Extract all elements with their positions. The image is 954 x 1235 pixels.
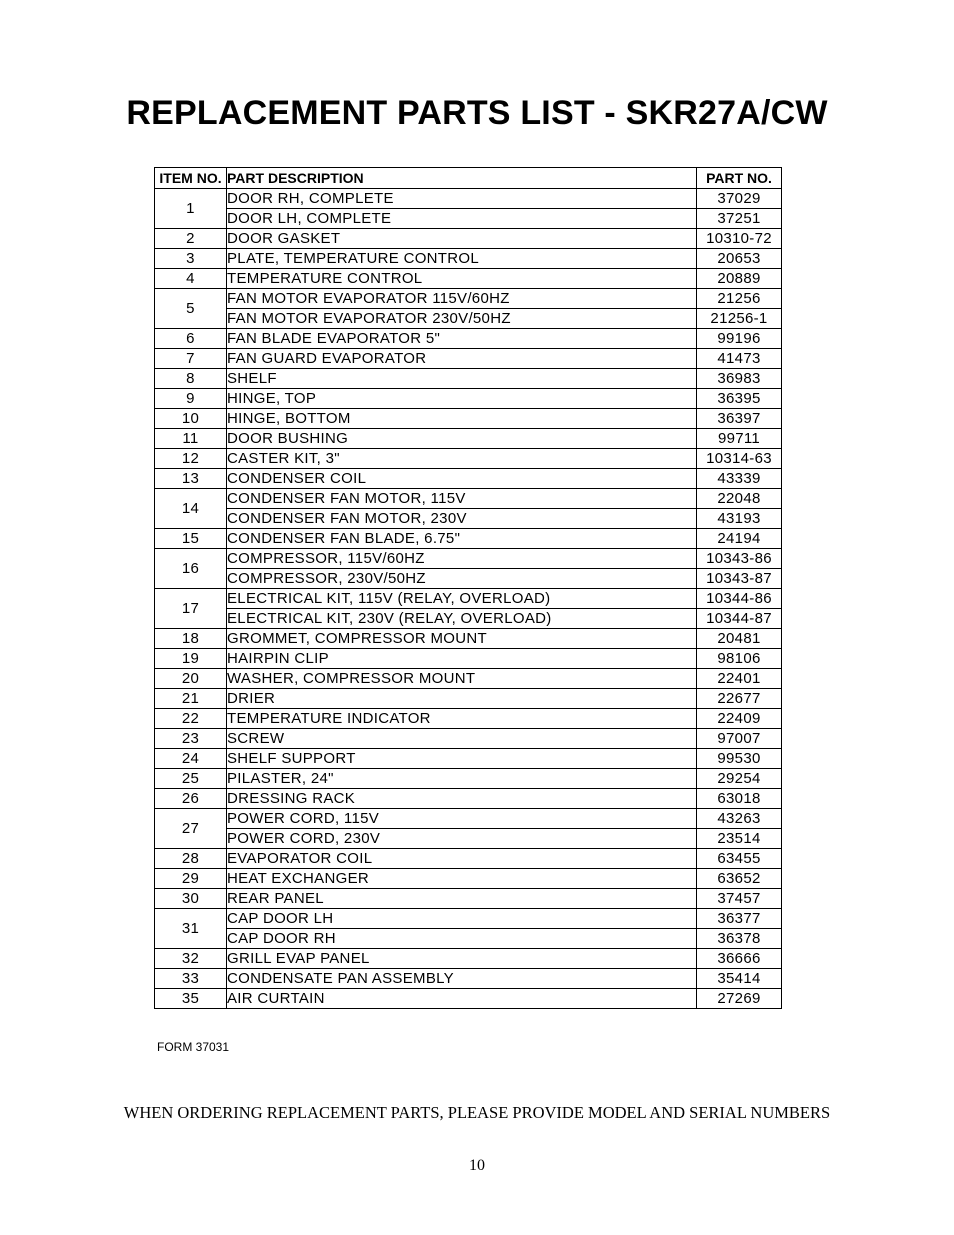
item-number-cell: 35 bbox=[155, 989, 227, 1009]
table-row bbox=[155, 409, 782, 429]
table-row bbox=[155, 849, 782, 869]
part-number-cell: 27269 bbox=[697, 989, 782, 1009]
table-row bbox=[155, 469, 782, 489]
part-number-cell: 20653 bbox=[697, 249, 782, 269]
part-number-cell: 10343-86 bbox=[697, 549, 782, 569]
part-description-cell: TEMPERATURE INDICATOR bbox=[227, 709, 697, 729]
part-number-cell: 20481 bbox=[697, 629, 782, 649]
part-description-cell: HINGE, TOP bbox=[227, 389, 697, 409]
part-description-cell: CONDENSER FAN MOTOR, 230V bbox=[227, 509, 697, 529]
part-description-cell: PLATE, TEMPERATURE CONTROL bbox=[227, 249, 697, 269]
part-description-cell: TEMPERATURE CONTROL bbox=[227, 269, 697, 289]
column-header-part-no: PART NO. bbox=[697, 168, 782, 189]
form-number: FORM 37031 bbox=[157, 1040, 230, 1054]
part-description-cell: REAR PANEL bbox=[227, 889, 697, 909]
item-number-cell: 12 bbox=[155, 449, 227, 469]
item-number-cell: 29 bbox=[155, 869, 227, 889]
part-number-cell: 22409 bbox=[697, 709, 782, 729]
item-number-cell: 9 bbox=[155, 389, 227, 409]
part-description-cell: HINGE, BOTTOM bbox=[227, 409, 697, 429]
table-row bbox=[155, 689, 782, 709]
item-number-cell: 8 bbox=[155, 369, 227, 389]
part-description-cell: CAP DOOR LH bbox=[227, 909, 697, 929]
part-description-cell: DRESSING RACK bbox=[227, 789, 697, 809]
part-description-cell: DOOR RH, COMPLETE bbox=[227, 189, 697, 209]
part-description-cell: FAN MOTOR EVAPORATOR 115V/60HZ bbox=[227, 289, 697, 309]
part-description-cell: FAN GUARD EVAPORATOR bbox=[227, 349, 697, 369]
table-row bbox=[155, 949, 782, 969]
part-number-cell: 36395 bbox=[697, 389, 782, 409]
item-number-cell: 21 bbox=[155, 689, 227, 709]
table-row bbox=[155, 889, 782, 909]
part-description-cell: HAIRPIN CLIP bbox=[227, 649, 697, 669]
part-number-cell: 63455 bbox=[697, 849, 782, 869]
column-header-part-description: PART DESCRIPTION bbox=[227, 168, 697, 189]
table-row bbox=[155, 269, 782, 289]
part-description-cell: GROMMET, COMPRESSOR MOUNT bbox=[227, 629, 697, 649]
part-description-cell: GRILL EVAP PANEL bbox=[227, 949, 697, 969]
item-number-cell: 13 bbox=[155, 469, 227, 489]
part-number-cell: 36378 bbox=[697, 929, 782, 949]
table-row bbox=[155, 389, 782, 409]
table-row bbox=[155, 709, 782, 729]
part-number-cell: 63652 bbox=[697, 869, 782, 889]
item-number-cell: 33 bbox=[155, 969, 227, 989]
part-number-cell: 98106 bbox=[697, 649, 782, 669]
table-row bbox=[155, 249, 782, 269]
part-number-cell: 10343-87 bbox=[697, 569, 782, 589]
part-number-cell: 43263 bbox=[697, 809, 782, 829]
table-header-row bbox=[155, 168, 782, 189]
part-number-cell: 36666 bbox=[697, 949, 782, 969]
part-number-cell: 35414 bbox=[697, 969, 782, 989]
table-row bbox=[155, 589, 782, 609]
table-row bbox=[155, 549, 782, 569]
table-row bbox=[155, 569, 782, 589]
part-number-cell: 22677 bbox=[697, 689, 782, 709]
item-number-cell: 18 bbox=[155, 629, 227, 649]
table-row bbox=[155, 349, 782, 369]
table-row bbox=[155, 669, 782, 689]
item-number-cell: 15 bbox=[155, 529, 227, 549]
part-number-cell: 37457 bbox=[697, 889, 782, 909]
table-row bbox=[155, 369, 782, 389]
item-number-cell: 28 bbox=[155, 849, 227, 869]
table-row bbox=[155, 829, 782, 849]
part-description-cell: HEAT EXCHANGER bbox=[227, 869, 697, 889]
part-number-cell: 37029 bbox=[697, 189, 782, 209]
table-row bbox=[155, 229, 782, 249]
part-description-cell: WASHER, COMPRESSOR MOUNT bbox=[227, 669, 697, 689]
part-number-cell: 36377 bbox=[697, 909, 782, 929]
table-row bbox=[155, 909, 782, 929]
item-number-cell: 14 bbox=[155, 489, 227, 529]
part-number-cell: 97007 bbox=[697, 729, 782, 749]
ordering-notice: WHEN ORDERING REPLACEMENT PARTS, PLEASE PROVIDE MODEL AND SERIAL NUMBERS bbox=[123, 1103, 831, 1122]
item-number-cell: 7 bbox=[155, 349, 227, 369]
table-row bbox=[155, 969, 782, 989]
part-description-cell: FAN BLADE EVAPORATOR 5" bbox=[227, 329, 697, 349]
item-number-cell: 31 bbox=[155, 909, 227, 949]
part-number-cell: 41473 bbox=[697, 349, 782, 369]
part-description-cell: ELECTRICAL KIT, 230V (RELAY, OVERLOAD) bbox=[227, 609, 697, 629]
table-row bbox=[155, 989, 782, 1009]
part-number-cell: 99711 bbox=[697, 429, 782, 449]
part-description-cell: PILASTER, 24" bbox=[227, 769, 697, 789]
part-number-cell: 99530 bbox=[697, 749, 782, 769]
part-number-cell: 36983 bbox=[697, 369, 782, 389]
item-number-cell: 3 bbox=[155, 249, 227, 269]
table-row bbox=[155, 809, 782, 829]
item-number-cell: 17 bbox=[155, 589, 227, 629]
table-row bbox=[155, 309, 782, 329]
table-row bbox=[155, 649, 782, 669]
item-number-cell: 4 bbox=[155, 269, 227, 289]
table-row bbox=[155, 289, 782, 309]
part-number-cell: 10344-87 bbox=[697, 609, 782, 629]
part-description-cell: CASTER KIT, 3" bbox=[227, 449, 697, 469]
item-number-cell: 16 bbox=[155, 549, 227, 589]
part-description-cell: SHELF SUPPORT bbox=[227, 749, 697, 769]
part-description-cell: CONDENSER FAN BLADE, 6.75" bbox=[227, 529, 697, 549]
item-number-cell: 5 bbox=[155, 289, 227, 329]
parts-table bbox=[154, 167, 782, 1009]
item-number-cell: 27 bbox=[155, 809, 227, 849]
part-number-cell: 21256-1 bbox=[697, 309, 782, 329]
item-number-cell: 32 bbox=[155, 949, 227, 969]
part-description-cell: COMPRESSOR, 115V/60HZ bbox=[227, 549, 697, 569]
item-number-cell: 6 bbox=[155, 329, 227, 349]
item-number-cell: 1 bbox=[155, 189, 227, 229]
part-number-cell: 99196 bbox=[697, 329, 782, 349]
table-row bbox=[155, 529, 782, 549]
part-description-cell: DRIER bbox=[227, 689, 697, 709]
part-description-cell: CONDENSATE PAN ASSEMBLY bbox=[227, 969, 697, 989]
part-number-cell: 43193 bbox=[697, 509, 782, 529]
part-description-cell: CONDENSER FAN MOTOR, 115V bbox=[227, 489, 697, 509]
part-description-cell: COMPRESSOR, 230V/50HZ bbox=[227, 569, 697, 589]
part-description-cell: CONDENSER COIL bbox=[227, 469, 697, 489]
item-number-cell: 20 bbox=[155, 669, 227, 689]
item-number-cell: 23 bbox=[155, 729, 227, 749]
part-number-cell: 22401 bbox=[697, 669, 782, 689]
table-row bbox=[155, 869, 782, 889]
part-number-cell: 43339 bbox=[697, 469, 782, 489]
page-number: 10 bbox=[469, 1157, 485, 1174]
table-row bbox=[155, 329, 782, 349]
item-number-cell: 24 bbox=[155, 749, 227, 769]
table-row bbox=[155, 429, 782, 449]
part-description-cell: DOOR LH, COMPLETE bbox=[227, 209, 697, 229]
part-number-cell: 21256 bbox=[697, 289, 782, 309]
part-number-cell: 10344-86 bbox=[697, 589, 782, 609]
part-description-cell: POWER CORD, 115V bbox=[227, 809, 697, 829]
part-number-cell: 10310-72 bbox=[697, 229, 782, 249]
part-number-cell: 20889 bbox=[697, 269, 782, 289]
item-number-cell: 10 bbox=[155, 409, 227, 429]
table-row bbox=[155, 449, 782, 469]
table-row bbox=[155, 629, 782, 649]
item-number-cell: 11 bbox=[155, 429, 227, 449]
table-row bbox=[155, 749, 782, 769]
part-description-cell: DOOR BUSHING bbox=[227, 429, 697, 449]
item-number-cell: 22 bbox=[155, 709, 227, 729]
part-number-cell: 22048 bbox=[697, 489, 782, 509]
part-description-cell: SCREW bbox=[227, 729, 697, 749]
parts-table-body bbox=[155, 189, 782, 1009]
page-title: REPLACEMENT PARTS LIST - SKR27A/CW bbox=[126, 94, 828, 132]
part-number-cell: 10314-63 bbox=[697, 449, 782, 469]
part-number-cell: 37251 bbox=[697, 209, 782, 229]
part-description-cell: AIR CURTAIN bbox=[227, 989, 697, 1009]
part-description-cell: POWER CORD, 230V bbox=[227, 829, 697, 849]
part-number-cell: 36397 bbox=[697, 409, 782, 429]
part-number-cell: 29254 bbox=[697, 769, 782, 789]
column-header-item-no: ITEM NO. bbox=[155, 168, 227, 189]
part-description-cell: CAP DOOR RH bbox=[227, 929, 697, 949]
table-row bbox=[155, 189, 782, 209]
table-row bbox=[155, 769, 782, 789]
table-row bbox=[155, 489, 782, 509]
table-row bbox=[155, 789, 782, 809]
part-number-cell: 24194 bbox=[697, 529, 782, 549]
item-number-cell: 25 bbox=[155, 769, 227, 789]
part-number-cell: 63018 bbox=[697, 789, 782, 809]
part-description-cell: SHELF bbox=[227, 369, 697, 389]
table-row bbox=[155, 609, 782, 629]
table-row bbox=[155, 929, 782, 949]
item-number-cell: 30 bbox=[155, 889, 227, 909]
table-row bbox=[155, 509, 782, 529]
part-description-cell: EVAPORATOR COIL bbox=[227, 849, 697, 869]
item-number-cell: 2 bbox=[155, 229, 227, 249]
part-number-cell: 23514 bbox=[697, 829, 782, 849]
part-description-cell: FAN MOTOR EVAPORATOR 230V/50HZ bbox=[227, 309, 697, 329]
part-description-cell: ELECTRICAL KIT, 115V (RELAY, OVERLOAD) bbox=[227, 589, 697, 609]
table-row bbox=[155, 209, 782, 229]
part-description-cell: DOOR GASKET bbox=[227, 229, 697, 249]
item-number-cell: 26 bbox=[155, 789, 227, 809]
table-row bbox=[155, 729, 782, 749]
item-number-cell: 19 bbox=[155, 649, 227, 669]
